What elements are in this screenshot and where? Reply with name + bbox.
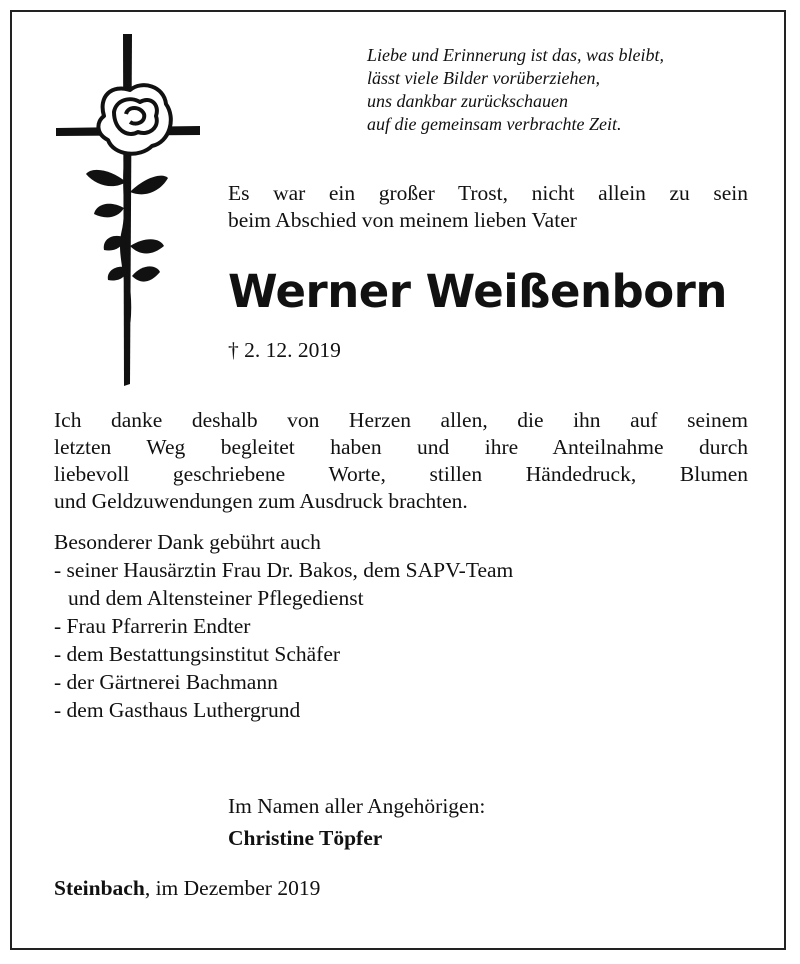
special-thanks (54, 528, 513, 724)
thanks-line: liebevoll geschriebene Worte, stillen Händedruck, Blumen (54, 462, 748, 486)
list-item: - dem Bestattungsinstitut Schäfer (54, 642, 341, 666)
signer-name: Christine Töpfer (228, 826, 383, 850)
list-item: - der Gärtnerei Bachmann (54, 670, 278, 694)
signature-block (228, 790, 485, 854)
list-item: - seiner Hausärztin Frau Dr. Bakos, dem SAPV-Team (54, 558, 514, 582)
date-text: , im Dezember 2019 (144, 876, 321, 900)
thanks-paragraph (54, 407, 748, 515)
thanks-line: und Geldzuwendungen zum Ausdruck brachten. (54, 489, 468, 513)
list-item: - dem Gasthaus Luthergrund (54, 698, 301, 722)
intro-line: Es war ein großer Trost, nicht allein zu sein (228, 181, 748, 205)
place-date (54, 874, 320, 902)
thanks-line: letzten Weg begleitet haben und ihre Anteilnahme durch (54, 435, 748, 459)
cross-with-rose-icon (52, 32, 204, 388)
memorial-poem (367, 44, 664, 136)
poem-line: uns dankbar zurückschauen (367, 91, 568, 111)
death-date: † 2. 12. 2019 (228, 338, 341, 362)
intro-text (228, 180, 748, 234)
list-item: - Frau Pfarrerin Endter (54, 614, 251, 638)
list-item: und dem Altensteiner Pflegedienst (68, 586, 364, 610)
thanks-line: Ich danke deshalb von Herzen allen, die ihn auf seinem (54, 408, 748, 432)
deceased-name: Werner Weißenborn (228, 265, 727, 318)
special-thanks-heading: Besonderer Dank gebührt auch (54, 530, 321, 554)
on-behalf-text: Im Namen aller Angehörigen: (228, 794, 486, 818)
poem-line: Liebe und Erinnerung ist das, was bleibt, (367, 45, 664, 65)
place-name: Steinbach (54, 876, 145, 900)
poem-line: lässt viele Bilder vorüberziehen, (367, 68, 600, 88)
intro-line: beim Abschied von meinem lieben Vater (228, 208, 577, 232)
poem-line: auf die gemeinsam verbrachte Zeit. (367, 114, 622, 134)
